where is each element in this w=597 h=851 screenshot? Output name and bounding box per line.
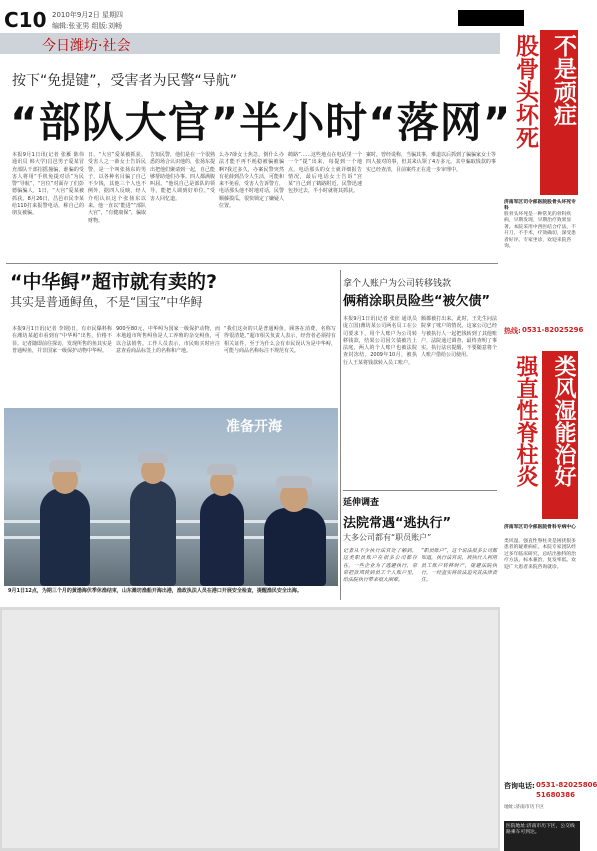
photo-overlay-title: 准备开海 <box>226 419 282 435</box>
story2-subhead: 其实是普通鲟鱼，不是“国宝”中华鲟 <box>10 295 203 309</box>
ad2-title-left <box>504 351 540 519</box>
officer-figure <box>40 488 90 586</box>
story4-subhead: 大多公司都有“职员账户” <box>343 533 432 542</box>
officer-figure <box>200 492 244 586</box>
ad1-hotline: 0531-82025296 <box>522 326 584 334</box>
masthead-block <box>458 10 524 26</box>
story2-column: 本报9月1日讯(记者 李钢)日，有市民爆料称在潍坊某超市看到有“中华鲟”出售，价格不菲。记者随即前往探访，发现所售的鱼其实是普通鲟鱼，并非国家一级保护动物中华鲟。 <box>12 326 113 354</box>
ad1-org: 济南军区司令部医院股骨头坏死专科 <box>504 200 576 212</box>
story1-headline: “部队大官”半小时“落网” <box>10 98 512 147</box>
officer-figure <box>130 480 176 586</box>
story3-headline: 俩稍涂职员险些“被欠债” <box>343 294 491 309</box>
story1-column: 鹤路”……这些地点在电话里一个一个“提”出来，每提到一个地点，电话那头的女士就详细报告情况，最后电话女士告诉“宫某”自己到了鹤路附近，民警迅速包抄过去，半小时就将其抓获。 <box>288 152 362 195</box>
story4-column: 记者从不少执行法官处了解到，这类职员账户在很多公司都存在，一些企业为了逃避执行，常常把款项转到员工个人账户里，给法院执行带来很大困难。 <box>343 548 417 584</box>
ad2-title-text: 类风湿能治好 <box>551 355 576 487</box>
ad2-title-text: 强直性脊柱炎 <box>513 355 538 487</box>
ad2-hotline-1: 0531-82025806 <box>536 781 597 789</box>
story1-column: 本报9月1日讯(记者 张雁 陈伟 通讯员 韩大学)昌邑男子爱某冒充部队干部招摇撞骗，谁骗的受害人将用“手机免提对话”为民警“导航”，“宫位”对面存了们彭德骗骗人，1日，“大官”爱某被抓获。8月26日，昌邑市民李某给110打来报警电话，称自己的朋友被骗。 <box>12 152 84 217</box>
story2-headline: “中华鲟”超市就有卖的? <box>10 271 217 293</box>
story1-column: 么办?薛女士焦急，倒什么办法才能不再不耗稳被骗被骗啊?我过多久，办案民警突然有花薛到昌令人生活，可能和来不免看，受害人告诉警方，电话那头他不时地对话，民警顺藤摸瓜，很快锁定了嫌疑人位置。 <box>219 152 285 210</box>
editor-credits: 编辑:张亚男 组版:刘畅 <box>52 22 122 30</box>
ad2-org: 济南军区司令部医院骨科专病中心 <box>504 525 576 530</box>
ad-femoral-necrosis <box>502 28 584 343</box>
ad1-body: 股骨头坏死是一种常见的骨科疾病，早期发现、早期治疗效果显著。本院采用中西医结合疗法，不开刀、不手术，疗效确切，深受患者好评。专家坐诊，欢迎来院咨询。 <box>504 212 576 250</box>
divider <box>6 263 498 264</box>
story2-column: “我们这卖的只是普通鲟鱼，顾客在消费，名称写得很清楚。”超市相关负责人表示，经营者必须持有相关证件，至于为什么会有市民误认为是中华鲟，可能与商品名称标注不规范有关。 <box>224 326 336 354</box>
news-photo <box>4 408 338 586</box>
ad2-body: 类风湿、强直性脊柱炎是困扰很多患者的疑难病症。本院专家团队经过多年临床研究，总结出独特的治疗方法，标本兼治，复发率低。欢迎广大患者来院咨询就诊。 <box>504 539 576 570</box>
page-header <box>0 0 580 60</box>
ad2-hotline-2: 51680386 <box>536 791 575 799</box>
ad1-title-right <box>540 30 578 195</box>
story1-kicker: 按下“免提键”，受害者为民警“导航” <box>12 73 238 89</box>
section-title: 今日潍坊·社会 <box>42 38 131 54</box>
story4-kicker: 延伸调查 <box>343 498 380 508</box>
story1-column: 日，“大官”爱某被抓获。受害人之一薛女士告诉民警，是一个叫张扬东的男子，以各种名目骗了自己不少钱，其他三个人也不例外，据四人反映，经人介绍认识这个张扬东以来，他一直以“能进”“部队大官”，“有健康保”，骗取财物。 <box>88 152 146 224</box>
story4-headline: 法院常遇“逃执行” <box>343 516 452 531</box>
photo-caption: 9月1日12点，为期三个月的黄渤海伏季休渔结束，山东潍坊渔船开海出港，渔政执法人员在港口开展安全检查，提醒渔民安全出海。 <box>8 588 302 594</box>
officer-cap <box>276 476 312 488</box>
ad2-address: 地址:济南市历下区 <box>504 805 544 810</box>
story2-column: 900至80元，中华鲟为国家一级保护动物，而本地超市所售鲟鱼是人工养殖的杂交鲟鱼，可以合法销售。工作人员表示，市民购买时应注意查看商品标签上的名称和产地。 <box>116 326 220 354</box>
column-rule <box>340 270 341 600</box>
story3-column: 本报9月1日讯(记者 张征 通讯员 庞立国)潍坊某公司两名员工在公司要求下，用个人账户为公司转移钱款，结果公司因欠债被告上法庭，两人的个人账户也被法院查封冻结。2009年10月，被执行人王某将钱款转入员工账户。 <box>343 316 417 366</box>
officer-cap <box>207 464 237 475</box>
officer-cap <box>138 452 168 463</box>
divider <box>343 490 497 491</box>
officer-figure <box>264 508 326 586</box>
ad1-title-text: 不是顽症 <box>550 34 576 126</box>
story3-kicker: 拿个人账户为公司转移钱款 <box>343 279 452 289</box>
ad2-hotline-label: 咨询电话: <box>504 782 535 790</box>
bottom-ad-area <box>0 607 500 851</box>
ad1-hotline-label: 热线: <box>504 327 521 335</box>
story1-column: 案时，曾经谎称，当骗其事，难道以后抓到了骗骗家女士等四人接对的事，但其来认领了4万多元。其中骗取钱款的事实已经查清，目前案件正在进一步审理中。 <box>366 152 497 173</box>
story3-column: 额都被打出来。此时，王先生问法院拿了账户的情况，这家公司已经与被执行人一起把钱转到了其他账户，法院通过调查，最终查明了事实。执行法官提醒，不要随意将个人账户借给公司使用。 <box>421 316 497 359</box>
issue-date: 2010年9月2日 星期四 <box>52 11 123 19</box>
ad2-footer <box>504 821 580 851</box>
story4-column: “职员账户”，这个说法很多公司都知道，执行法官说，被执行人利用员工账户转移财产，规避法院执行，一经查实将依法追究其法律责任。 <box>421 548 497 584</box>
bottom-ad-panel <box>2 610 498 848</box>
officer-cap <box>49 460 81 472</box>
ad-arthritis <box>502 349 597 851</box>
story1-column: 告知民警，他们是在一个很熟悉的场合认识他的，张扬东提出把他们聚请到一起，自己能够帮助他们办事。四人都满腹叫屈。“他说自己是部队的领导，能把人调到好单位，”受害人回忆道。 <box>150 152 216 202</box>
ad2-title-right <box>542 351 578 519</box>
page-number: C10 <box>4 8 47 32</box>
ad2-footer-text: 医院地址:济南市历下区，公交线路乘车可到达。 <box>506 824 575 836</box>
ad1-title-text: 股骨头坏死 <box>512 34 538 149</box>
ad1-title-left <box>504 30 538 195</box>
